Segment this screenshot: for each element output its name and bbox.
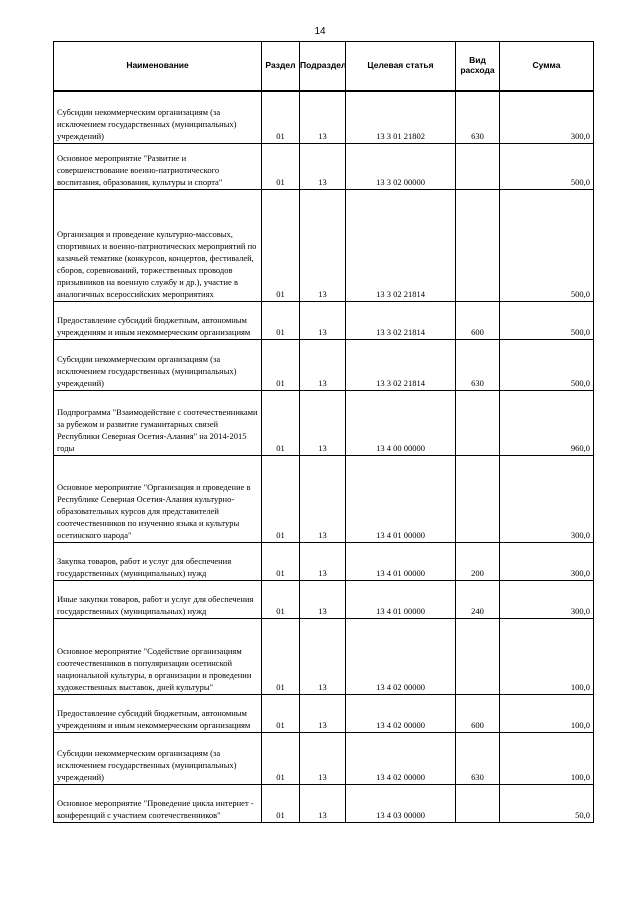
row-name: Предоставление субсидий бюджетным, автономным учреждениям и иным некоммерческим организациям (54, 694, 262, 732)
row-subsection: 13 (300, 91, 346, 143)
row-name: Подпрограмма "Взаимодействие с соотечественниками за рубежом и развитие гуманитарных связей Республики Северная Осетия-Алания" на 2014-2015 годы (54, 390, 262, 455)
row-subsection: 13 (300, 339, 346, 390)
table-row (54, 542, 594, 580)
row-kind: 600 (456, 694, 500, 732)
row-target: 13 4 01 00000 (346, 580, 456, 618)
row-kind: 630 (456, 91, 500, 143)
row-section: 01 (262, 694, 300, 732)
row-name: Основное мероприятие "Проведение цикла интернет - конференций с участием соотечественников" (54, 784, 262, 822)
header-sum: Сумма (500, 42, 594, 92)
table-row (54, 189, 594, 301)
row-target: 13 4 02 00000 (346, 618, 456, 694)
table-row (54, 143, 594, 189)
row-target: 13 4 00 00000 (346, 390, 456, 455)
row-sum: 500,0 (500, 301, 594, 339)
row-target: 13 3 02 21814 (346, 301, 456, 339)
row-subsection: 13 (300, 455, 346, 542)
row-sum: 100,0 (500, 732, 594, 784)
row-kind: 630 (456, 732, 500, 784)
row-name: Основное мероприятие "Развитие и совершенствование военно-патриотического воспитания, образования, культуры и спорта" (54, 143, 262, 189)
row-sum: 300,0 (500, 91, 594, 143)
row-sum: 300,0 (500, 580, 594, 618)
row-target: 13 3 02 21814 (346, 189, 456, 301)
row-kind (456, 143, 500, 189)
table-row (54, 301, 594, 339)
row-sum: 500,0 (500, 143, 594, 189)
table-row (54, 694, 594, 732)
row-kind (456, 189, 500, 301)
row-target: 13 4 03 00000 (346, 784, 456, 822)
row-subsection: 13 (300, 732, 346, 784)
row-section: 01 (262, 91, 300, 143)
row-subsection: 13 (300, 143, 346, 189)
row-section: 01 (262, 784, 300, 822)
row-name: Предоставление субсидий бюджетным, автономным учреждениям и иным некоммерческим организациям (54, 301, 262, 339)
row-name: Субсидии некоммерческим организациям (за исключением государственных (муниципальных) учреждений) (54, 339, 262, 390)
row-subsection: 13 (300, 301, 346, 339)
row-section: 01 (262, 732, 300, 784)
table-row (54, 732, 594, 784)
row-sum: 300,0 (500, 542, 594, 580)
row-name: Основное мероприятие "Содействие организациям соотечественников в популяризации осетинской национальной культуры, в организации и проведении художественных выставок, дней культуры" (54, 618, 262, 694)
budget-table (53, 41, 594, 823)
row-section: 01 (262, 143, 300, 189)
row-target: 13 3 02 21814 (346, 339, 456, 390)
row-name: Основное мероприятие "Организация и проведение в Республике Северная Осетия-Алания культурно-образовательных курсов для представителей соотечественников по изучению языка и культуры осетинского народа" (54, 455, 262, 542)
row-sum: 100,0 (500, 618, 594, 694)
header-subsection: Подраздел (300, 42, 346, 92)
row-name: Субсидии некоммерческим организациям (за исключением государственных (муниципальных) учреждений) (54, 91, 262, 143)
row-section: 01 (262, 580, 300, 618)
table-header-row (54, 42, 594, 92)
row-subsection: 13 (300, 542, 346, 580)
row-section: 01 (262, 542, 300, 580)
row-kind: 240 (456, 580, 500, 618)
row-kind (456, 618, 500, 694)
row-sum: 500,0 (500, 189, 594, 301)
header-name: Наименование (54, 42, 262, 92)
row-name: Закупка товаров, работ и услуг для обеспечения государственных (муниципальных) нужд (54, 542, 262, 580)
row-sum: 500,0 (500, 339, 594, 390)
row-sum: 960,0 (500, 390, 594, 455)
row-subsection: 13 (300, 390, 346, 455)
row-subsection: 13 (300, 580, 346, 618)
row-target: 13 3 01 21802 (346, 91, 456, 143)
table-row (54, 784, 594, 822)
table-row (54, 618, 594, 694)
row-sum: 100,0 (500, 694, 594, 732)
row-target: 13 4 02 00000 (346, 694, 456, 732)
row-name: Субсидии некоммерческим организациям (за исключением государственных (муниципальных) учреждений) (54, 732, 262, 784)
header-target: Целевая статья (346, 42, 456, 92)
row-subsection: 13 (300, 694, 346, 732)
row-sum: 300,0 (500, 455, 594, 542)
row-subsection: 13 (300, 618, 346, 694)
header-kind: Вид расхода (456, 42, 500, 92)
row-section: 01 (262, 618, 300, 694)
row-sum: 50,0 (500, 784, 594, 822)
row-target: 13 4 01 00000 (346, 455, 456, 542)
table-row (54, 390, 594, 455)
row-kind: 630 (456, 339, 500, 390)
row-name: Организация и проведение культурно-массовых, спортивных и военно-патриотических мероприятий по казачьей тематике (конкурсов, концертов, фестивалей, сборов, соревнований, торжественных проводов призывников на военную службу и др.), участие в аналогичных всероссийских мероприятиях (54, 189, 262, 301)
row-kind (456, 455, 500, 542)
row-subsection: 13 (300, 189, 346, 301)
row-section: 01 (262, 339, 300, 390)
row-target: 13 4 02 00000 (346, 732, 456, 784)
table-row (54, 339, 594, 390)
row-name: Иные закупки товаров, работ и услуг для обеспечения государственных (муниципальных) нужд (54, 580, 262, 618)
page-number: 14 (314, 26, 326, 37)
row-section: 01 (262, 301, 300, 339)
row-section: 01 (262, 189, 300, 301)
row-section: 01 (262, 455, 300, 542)
row-target: 13 3 02 00000 (346, 143, 456, 189)
header-section: Раздел (262, 42, 300, 92)
row-subsection: 13 (300, 784, 346, 822)
row-kind (456, 784, 500, 822)
table-row (54, 580, 594, 618)
row-target: 13 4 01 00000 (346, 542, 456, 580)
row-kind: 600 (456, 301, 500, 339)
row-kind (456, 390, 500, 455)
table-row (54, 91, 594, 143)
table-row (54, 455, 594, 542)
row-kind: 200 (456, 542, 500, 580)
row-section: 01 (262, 390, 300, 455)
